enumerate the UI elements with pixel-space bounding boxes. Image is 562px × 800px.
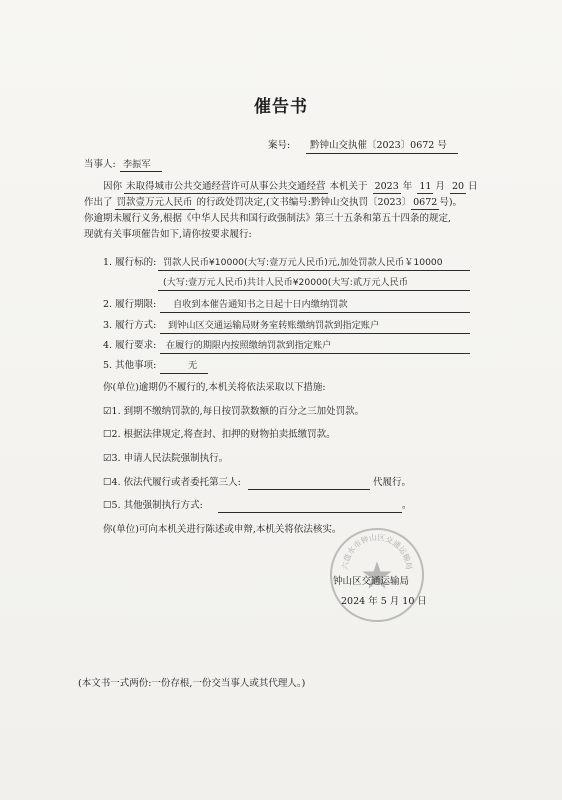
- item-1-label: 1. 履行标的:: [103, 257, 157, 268]
- item-4-value: 在履行的期限内按照缴纳罚款到指定账户: [166, 340, 332, 351]
- item-1-value-line-1: 罚款人民币¥10000(大写:壹万元人民币)元,加处罚款人民币￥10000: [163, 257, 443, 268]
- measure-4: ☐4. 依法代履行或者委托第三人:: [103, 477, 241, 488]
- intro-line-1: 因你 未取得城市公共交通经营许可从事公共交通经营 本机关于 2023 年 11 月 20 日: [103, 181, 478, 192]
- closing-text: 你(单位)可向本机关进行陈述或申辩,本机关将依法核实。: [103, 524, 342, 535]
- measure-3: ☑3. 申请人民法院强制执行。: [103, 453, 229, 464]
- measure-5-blank: [218, 512, 402, 513]
- item-4-underline: [160, 353, 470, 354]
- document-title: 催告书: [254, 97, 308, 117]
- item-5-value: 无: [188, 360, 198, 371]
- item-1-underline-2: [158, 290, 470, 291]
- checkbox-checked-icon: ☑: [103, 406, 112, 417]
- intro-line-3: 你逾期未履行义务,根据《中华人民共和国行政强制法》第三十五条和第五十四条的规定,: [84, 213, 452, 224]
- checkbox-checked-icon: ☑: [103, 453, 112, 464]
- measure-5-suffix: 。: [402, 500, 412, 511]
- measure-2: ☐2. 根据法律规定,将查封、扣押的财物拍卖抵缴罚款。: [103, 429, 336, 440]
- item-1-underline-1: [158, 270, 470, 271]
- item-2-label: 2. 履行期限:: [103, 299, 157, 310]
- checkbox-icon: ☐: [103, 477, 112, 488]
- case-number-label: 案号:: [268, 140, 291, 151]
- item-5-label: 5. 其他事项:: [103, 360, 157, 371]
- item-3-value: 到钟山区交通运输局财务室转账缴纳罚款到指定账户: [168, 320, 380, 331]
- checkbox-icon: ☐: [103, 429, 112, 440]
- checkbox-icon: ☐: [103, 500, 112, 511]
- item-5-underline: [160, 373, 208, 374]
- intro-line-2: 作出了 罚款壹万元人民币 的行政处罚决定,(文书编号:黔钟山交执罚〔2023〕 0672 号)。: [84, 197, 463, 208]
- party-label: 当事人:: [84, 159, 116, 170]
- item-4-label: 4. 履行要求:: [103, 340, 157, 351]
- measure-1: ☑1. 到期不缴纳罚款的,每日按罚款数额的百分之三加处罚款。: [103, 406, 365, 417]
- measure-5: ☐5. 其他强制执行方式:: [103, 500, 203, 511]
- item-2-underline: [160, 312, 470, 313]
- issuing-organization: 钟山区交通运输局: [333, 576, 410, 587]
- item-2-value: 自收到本催告通知书之日起十日内缴纳罚款: [173, 299, 348, 310]
- party-name: 李振军: [123, 159, 151, 170]
- footnote: (本文书一式两份:一份存根,一份交当事人或其代理人。): [78, 678, 306, 689]
- measure-4-suffix: 代履行。: [373, 477, 412, 488]
- case-number: 黔钟山交执催〔2023〕0672 号: [310, 140, 447, 151]
- item-3-label: 3. 履行方式:: [103, 320, 157, 331]
- item-1-value-line-2: (大写:壹万元人民币)共计人民币¥20000(大写:贰万元人民币: [163, 277, 408, 288]
- issue-date: 2024 年 5 月 10 日: [341, 596, 427, 607]
- party-underline: [120, 171, 162, 172]
- case-number-underline: [306, 153, 458, 154]
- item-3-underline: [160, 333, 470, 334]
- seal-text: 六盘水市钟山区交通运输局: [340, 532, 414, 571]
- intro-line-4: 现就有关事项催告如下,请你按要求履行:: [84, 229, 252, 240]
- measures-intro: 你(单位)逾期仍不履行的,本机关将依法采取以下措施:: [103, 382, 326, 393]
- measure-4-blank: [248, 489, 370, 490]
